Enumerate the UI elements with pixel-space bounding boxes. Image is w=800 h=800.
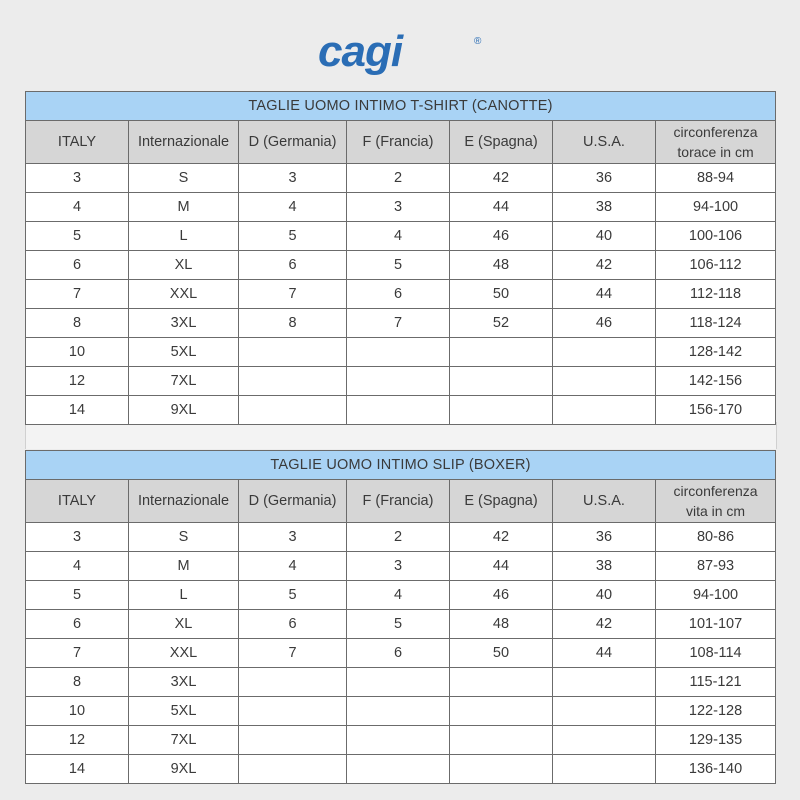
cell-usa: [553, 755, 656, 784]
cell-circumference: 142-156: [656, 367, 776, 396]
tshirt-size-table: [25, 91, 776, 425]
col-header-germany: D (Germania): [239, 480, 347, 523]
cell-usa: 40: [553, 581, 656, 610]
svg-text:cagi: cagi: [318, 30, 403, 76]
cell-spain: 48: [450, 610, 553, 639]
cell-international: XL: [129, 610, 239, 639]
cell-italy: 6: [26, 251, 129, 280]
cell-international: XXL: [129, 639, 239, 668]
cell-france: 7: [347, 309, 450, 338]
cell-usa: 36: [553, 164, 656, 193]
table-row: [26, 396, 776, 425]
cell-spain: 46: [450, 581, 553, 610]
cell-italy: 8: [26, 668, 129, 697]
col-header-international: Internazionale: [129, 121, 239, 164]
cell-spain: 42: [450, 164, 553, 193]
col-header-france: F (Francia): [347, 121, 450, 164]
cell-germany: 4: [239, 552, 347, 581]
cell-circumference: 80-86: [656, 523, 776, 552]
table-row: [26, 552, 776, 581]
cell-spain: [450, 755, 553, 784]
col-header-france: F (Francia): [347, 480, 450, 523]
cell-france: 6: [347, 280, 450, 309]
cell-international: 5XL: [129, 338, 239, 367]
cell-spain: 44: [450, 552, 553, 581]
cell-usa: 42: [553, 610, 656, 639]
cell-france: [347, 755, 450, 784]
cell-international: 9XL: [129, 396, 239, 425]
cell-italy: 7: [26, 280, 129, 309]
col-header-spain: E (Spagna): [450, 121, 553, 164]
table-row: [26, 639, 776, 668]
cell-spain: 48: [450, 251, 553, 280]
cell-italy: 4: [26, 552, 129, 581]
col-header-international: Internazionale: [129, 480, 239, 523]
cell-france: [347, 668, 450, 697]
cell-spain: 44: [450, 193, 553, 222]
cell-germany: 5: [239, 222, 347, 251]
cagi-logo: [316, 30, 486, 76]
cell-germany: 8: [239, 309, 347, 338]
cell-usa: 44: [553, 639, 656, 668]
col-header-italy: ITALY: [26, 121, 129, 164]
cell-international: S: [129, 523, 239, 552]
cell-usa: [553, 697, 656, 726]
cell-circumference: 128-142: [656, 338, 776, 367]
cell-circumference: 156-170: [656, 396, 776, 425]
cell-spain: 46: [450, 222, 553, 251]
cell-circumference: 118-124: [656, 309, 776, 338]
cell-germany: 3: [239, 164, 347, 193]
cell-italy: 7: [26, 639, 129, 668]
table-row: [26, 726, 776, 755]
cell-germany: 4: [239, 193, 347, 222]
col-header-line2: vita in cm: [685, 503, 746, 519]
cell-france: 5: [347, 251, 450, 280]
cell-international: 9XL: [129, 755, 239, 784]
cell-circumference: 129-135: [656, 726, 776, 755]
cell-circumference: 87-93: [656, 552, 776, 581]
cell-international: 7XL: [129, 726, 239, 755]
table-row: [26, 338, 776, 367]
table-row: [26, 280, 776, 309]
cell-italy: 5: [26, 222, 129, 251]
cell-spain: [450, 338, 553, 367]
cell-international: 7XL: [129, 367, 239, 396]
cell-usa: [553, 396, 656, 425]
col-header-waist-circumference: [656, 480, 776, 523]
cell-international: 3XL: [129, 668, 239, 697]
cell-circumference: 101-107: [656, 610, 776, 639]
cell-germany: 3: [239, 523, 347, 552]
cell-circumference: 115-121: [656, 668, 776, 697]
table-row: [26, 193, 776, 222]
cell-germany: 6: [239, 610, 347, 639]
cell-international: L: [129, 222, 239, 251]
cell-usa: 36: [553, 523, 656, 552]
cell-germany: [239, 367, 347, 396]
table-row: [26, 367, 776, 396]
cell-france: 4: [347, 581, 450, 610]
cell-spain: [450, 668, 553, 697]
cell-italy: 12: [26, 726, 129, 755]
cell-germany: [239, 697, 347, 726]
table-separator: [25, 422, 777, 449]
table-row: [26, 164, 776, 193]
cell-circumference: 136-140: [656, 755, 776, 784]
cell-italy: 10: [26, 338, 129, 367]
table-title: TAGLIE UOMO INTIMO SLIP (BOXER): [26, 451, 776, 480]
cell-spain: 50: [450, 639, 553, 668]
cell-italy: 12: [26, 367, 129, 396]
table-row: [26, 581, 776, 610]
cell-italy: 3: [26, 523, 129, 552]
cell-france: 2: [347, 164, 450, 193]
cell-usa: [553, 726, 656, 755]
cell-italy: 14: [26, 396, 129, 425]
table-row: [26, 610, 776, 639]
cell-spain: [450, 726, 553, 755]
col-header-usa: U.S.A.: [553, 121, 656, 164]
cell-france: [347, 697, 450, 726]
table-row: [26, 668, 776, 697]
cell-usa: 46: [553, 309, 656, 338]
col-header-italy: ITALY: [26, 480, 129, 523]
cell-international: M: [129, 193, 239, 222]
cell-spain: 50: [450, 280, 553, 309]
col-header-spain: E (Spagna): [450, 480, 553, 523]
cell-circumference: 88-94: [656, 164, 776, 193]
cell-usa: 38: [553, 552, 656, 581]
cell-spain: [450, 367, 553, 396]
cell-germany: [239, 726, 347, 755]
cell-france: 3: [347, 193, 450, 222]
cell-germany: [239, 668, 347, 697]
cell-usa: 38: [553, 193, 656, 222]
cell-italy: 14: [26, 755, 129, 784]
cell-international: 3XL: [129, 309, 239, 338]
col-header-line1: circonferenza: [673, 124, 758, 140]
table-title: TAGLIE UOMO INTIMO T-SHIRT (CANOTTE): [26, 92, 776, 121]
cell-italy: 10: [26, 697, 129, 726]
cell-germany: 5: [239, 581, 347, 610]
cell-circumference: 108-114: [656, 639, 776, 668]
cell-france: [347, 367, 450, 396]
cell-usa: [553, 367, 656, 396]
table-row: [26, 697, 776, 726]
cell-international: 5XL: [129, 697, 239, 726]
table-row: [26, 309, 776, 338]
cell-france: 2: [347, 523, 450, 552]
cell-france: 4: [347, 222, 450, 251]
cell-spain: [450, 697, 553, 726]
table-row: [26, 251, 776, 280]
cell-italy: 3: [26, 164, 129, 193]
cell-international: XL: [129, 251, 239, 280]
cell-international: M: [129, 552, 239, 581]
cell-usa: 44: [553, 280, 656, 309]
cell-germany: [239, 338, 347, 367]
cell-usa: [553, 668, 656, 697]
cell-circumference: 122-128: [656, 697, 776, 726]
cell-international: S: [129, 164, 239, 193]
cell-germany: [239, 755, 347, 784]
cell-circumference: 94-100: [656, 581, 776, 610]
cell-usa: 42: [553, 251, 656, 280]
cell-france: 5: [347, 610, 450, 639]
svg-text:®: ®: [474, 36, 482, 47]
cell-france: [347, 726, 450, 755]
table-row: [26, 523, 776, 552]
table-row: [26, 222, 776, 251]
col-header-germany: D (Germania): [239, 121, 347, 164]
cell-france: [347, 396, 450, 425]
cell-italy: 4: [26, 193, 129, 222]
cell-italy: 6: [26, 610, 129, 639]
cell-spain: 52: [450, 309, 553, 338]
cell-germany: 7: [239, 639, 347, 668]
col-header-chest-circumference: [656, 121, 776, 164]
cell-circumference: 94-100: [656, 193, 776, 222]
cell-france: [347, 338, 450, 367]
col-header-line2: torace in cm: [677, 144, 754, 160]
col-header-line1: circonferenza: [673, 483, 758, 499]
cell-circumference: 100-106: [656, 222, 776, 251]
table-row: [26, 755, 776, 784]
cell-usa: [553, 338, 656, 367]
cell-circumference: 112-118: [656, 280, 776, 309]
cell-spain: [450, 396, 553, 425]
cell-usa: 40: [553, 222, 656, 251]
cell-italy: 8: [26, 309, 129, 338]
cell-germany: [239, 396, 347, 425]
cell-spain: 42: [450, 523, 553, 552]
cell-italy: 5: [26, 581, 129, 610]
cell-germany: 7: [239, 280, 347, 309]
cell-germany: 6: [239, 251, 347, 280]
cell-france: 3: [347, 552, 450, 581]
cell-circumference: 106-112: [656, 251, 776, 280]
slip-size-table: [25, 450, 776, 784]
cell-international: L: [129, 581, 239, 610]
cell-international: XXL: [129, 280, 239, 309]
cell-france: 6: [347, 639, 450, 668]
col-header-usa: U.S.A.: [553, 480, 656, 523]
